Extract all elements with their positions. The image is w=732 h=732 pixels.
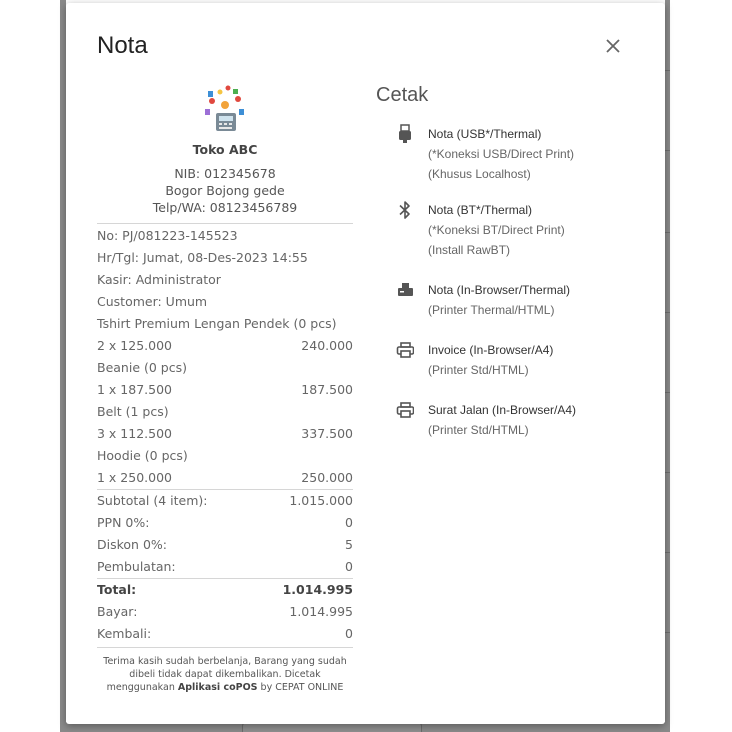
background-divider	[665, 392, 670, 393]
item-qty-price: 2 x 125.000	[97, 338, 172, 353]
footer-line: dibeli tidak dapat dikembalikan. Dicetak	[129, 669, 321, 680]
meta-text: No: PJ/081223-145523	[97, 228, 238, 243]
total-value: 1.014.995	[282, 582, 353, 597]
item-name	[97, 357, 353, 379]
item-name	[97, 445, 353, 467]
background-divider	[665, 632, 670, 633]
receipt-meta	[97, 224, 353, 313]
footer-line: Terima kasih sudah berbelanja, Barang yang sudah	[103, 656, 347, 667]
print-option-browser-thermal[interactable]	[396, 280, 570, 320]
option-subtitle: (Printer Std/HTML)	[428, 423, 529, 437]
print-option-usb-thermal[interactable]	[396, 124, 574, 184]
receipt-items	[97, 313, 353, 489]
summary-tax	[97, 512, 353, 534]
receipt-cashier	[97, 269, 353, 291]
background-divider	[665, 552, 670, 553]
meta-text: Hr/Tgl: Jumat, 08-Des-2023 14:55	[97, 250, 308, 265]
option-title: Nota (In-Browser/Thermal)	[428, 283, 571, 297]
change-label: Kembali:	[97, 626, 152, 641]
overlay-right-strip	[665, 0, 670, 732]
store-logo	[203, 83, 247, 133]
item-line	[97, 379, 353, 401]
item-total: 337.500	[301, 426, 353, 441]
store-address: Bogor Bojong gede	[165, 183, 285, 198]
option-subtitle: (*Koneksi USB/Direct Print)	[428, 147, 575, 161]
receipt-datetime	[97, 247, 353, 269]
item-qty-price: 1 x 250.000	[97, 470, 172, 485]
print-option-surat-jalan-a4[interactable]	[396, 400, 576, 440]
option-subtitle: (Khusus Localhost)	[428, 167, 531, 181]
summary-rounding	[97, 556, 353, 578]
summary-label: Subtotal (4 item):	[97, 493, 208, 508]
printer-icon	[396, 340, 414, 360]
background-divider	[665, 472, 670, 473]
store-info	[97, 165, 353, 224]
usb-icon	[396, 124, 414, 144]
receipt-footer	[97, 647, 353, 694]
receipt-customer	[97, 291, 353, 313]
store-name: Toko ABC	[192, 142, 258, 157]
option-subtitle: (*Koneksi BT/Direct Print)	[428, 223, 565, 237]
close-button[interactable]	[602, 35, 624, 57]
summary-value: 1.015.000	[289, 493, 353, 508]
option-title: Nota (USB*/Thermal)	[428, 127, 542, 141]
item-line	[97, 467, 353, 489]
print-option-bt-thermal[interactable]	[396, 200, 565, 260]
background-divider	[665, 232, 670, 233]
option-title: Nota (BT*/Thermal)	[428, 203, 533, 217]
nota-dialog	[66, 3, 665, 724]
item-total: 187.500	[301, 382, 353, 397]
paid-label: Bayar:	[97, 604, 138, 619]
dialog-title: Nota	[97, 32, 148, 59]
summary-label: PPN 0%:	[97, 515, 150, 530]
change-value: 0	[345, 626, 353, 641]
background-divider	[665, 70, 670, 71]
summary-subtotal	[97, 490, 353, 512]
option-subtitle: (Printer Thermal/HTML)	[428, 303, 555, 317]
option-title: Invoice (In-Browser/A4)	[428, 343, 554, 357]
printer-icon	[396, 400, 414, 420]
item-name	[97, 313, 353, 335]
item-line	[97, 423, 353, 445]
option-subtitle: (Printer Std/HTML)	[428, 363, 529, 377]
total-label: Total:	[97, 582, 137, 597]
receipt-number	[97, 225, 353, 247]
bluetooth-icon	[396, 200, 414, 220]
item-name	[97, 401, 353, 423]
option-subtitle: (Install RawBT)	[428, 243, 511, 257]
option-title: Surat Jalan (In-Browser/A4)	[428, 403, 577, 417]
footer-line	[97, 681, 353, 694]
summary-value: 5	[345, 537, 353, 552]
item-line	[97, 335, 353, 357]
total-row	[97, 579, 353, 601]
footer-app-name: Aplikasi coPOS	[177, 682, 258, 693]
change-row	[97, 623, 353, 645]
print-title: Cetak	[376, 84, 429, 106]
summary-value: 0	[345, 559, 353, 574]
item-qty-price: 3 x 112.500	[97, 426, 172, 441]
store-phone: Telp/WA: 08123456789	[152, 200, 298, 215]
store-nib: NIB: 012345678	[174, 166, 276, 181]
summary-discount	[97, 534, 353, 556]
item-qty-price: 1 x 187.500	[97, 382, 172, 397]
summary-value: 0	[345, 515, 353, 530]
item-name-text: Belt (1 pcs)	[97, 404, 169, 419]
print-panel	[376, 84, 636, 437]
summary-label: Pembulatan:	[97, 559, 176, 574]
item-name-text: Tshirt Premium Lengan Pendek (0 pcs)	[97, 316, 337, 331]
meta-text: Kasir: Administrator	[97, 272, 221, 287]
receipt-totals	[97, 578, 353, 645]
item-total: 250.000	[301, 470, 353, 485]
footer-text: menggunakan	[106, 682, 178, 693]
summary-label: Diskon 0%:	[97, 537, 167, 552]
thermal-printer-icon	[396, 280, 414, 300]
receipt	[97, 83, 353, 694]
item-name-text: Hoodie (0 pcs)	[97, 448, 188, 463]
item-name-text: Beanie (0 pcs)	[97, 360, 187, 375]
receipt-summary	[97, 489, 353, 578]
background-divider	[665, 150, 670, 151]
meta-text: Customer: Umum	[97, 294, 208, 309]
footer-text: by CEPAT ONLINE	[257, 682, 344, 693]
item-total: 240.000	[301, 338, 353, 353]
close-icon	[602, 35, 624, 57]
background-divider	[665, 312, 670, 313]
paid-value: 1.014.995	[289, 604, 353, 619]
print-option-invoice-a4[interactable]	[396, 340, 553, 380]
paid-row	[97, 601, 353, 623]
